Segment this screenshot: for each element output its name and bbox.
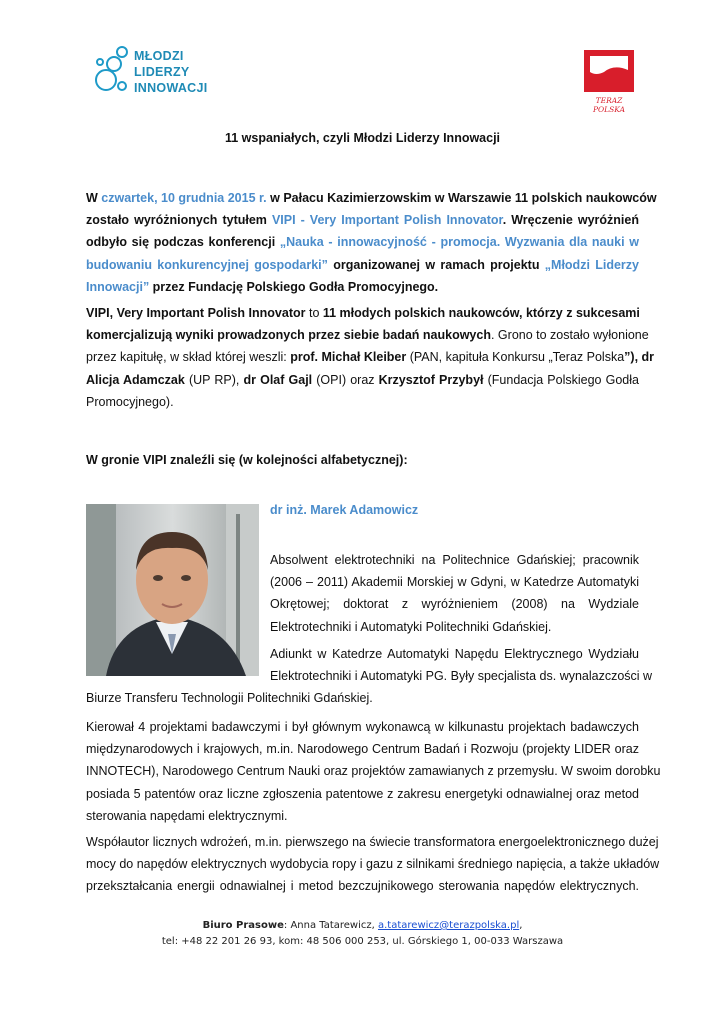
bio-paragraph-4: [86, 831, 660, 898]
text-line: Innowacji” przez Fundację Polskiego Godła Promocyjnego.: [86, 279, 439, 294]
text-line: Elektrotechniki i Automatyki PG. Były specjalista ds. wynalazczości w: [270, 669, 653, 684]
text-line: VIPI, Very Important Polish Innovator to 11 młodych polskich naukowców, którzy z sukcesami: [86, 306, 640, 320]
bio-paragraph-1: [270, 549, 639, 638]
text-line: przez kapitułę, w skład której weszli: prof. Michał Kleiber (PAN, kapituła Konkursu „Teraz Polska”), dr: [86, 350, 655, 365]
flag-logo-icon: [584, 50, 634, 92]
text-line: Absolwent elektrotechniki na Politechnice Gdańskiej; pracownik: [270, 553, 639, 567]
text-line: przekształcania energii odnawialnej i metod bezczujnikowego sterowania napędów elektrycznych.: [86, 879, 639, 894]
portrait-photo: [86, 504, 259, 676]
footer-label: Biuro Prasowe: [202, 920, 284, 931]
text-line: Kierował 4 projektami badawczymi i był głównym wykonawcą w kilkunastu projektach badawczych: [86, 720, 639, 734]
teraz-polska-logo: [584, 50, 634, 112]
text-line: odbyło się podczas konferencji „Nauka - innowacyjność - promocja. Wyzwania dla nauki w: [86, 235, 639, 250]
text-line: komercjalizują wyniki prowadzonych przez siebie badań naukowych. Grono to zostało wyłonione: [86, 328, 649, 343]
page-title: 11 wspaniałych, czyli Młodzi Liderzy Innowacji: [224, 131, 501, 145]
logo-caption: TERAZ POLSKA: [592, 96, 626, 114]
text-line: budowaniu konkurencyjnej gospodarki” organizowanej w ramach projektu „Młodzi Liderzy: [86, 257, 639, 272]
text-line: posiada 5 patentów oraz liczne zgłoszenia patentowe z zakresu energetyki odnawialnej oraz metod: [86, 786, 639, 801]
text-line: sterowania napędami elektrycznymi.: [86, 808, 288, 823]
text-line: mocy do napędów elektrycznych wydobycia ropy i gazu z silnikami średniego napięcia, a także układów: [86, 857, 660, 872]
text-line: Współautor licznych wdrożeń, m.in. pierwszego na świecie transformatora energoelektronicznego dużej: [86, 835, 659, 849]
bio-paragraph-2: [270, 643, 653, 687]
intro-paragraph: [86, 187, 657, 298]
footer-email-link[interactable]: a.tatarewicz@terazpolska.pl: [378, 920, 520, 931]
text-line: Alicja Adamczak (UP RP), dr Olaf Gajl (OPI) oraz Krzysztof Przybył (Fundacja Polskiego Godła: [86, 372, 639, 387]
text-line: międzynarodowych i krajowych, m.in. Narodowego Centrum Badań i Rozwoju (projekty LIDER oraz: [86, 742, 639, 757]
bio-paragraph-3: [86, 716, 661, 827]
footer-contact-line: Biuro Prasowe: Anna Tatarewicz, a.tatarewicz@terazpolska.pl,: [202, 920, 523, 931]
mlodzi-liderzy-innowacji-logo: [92, 42, 232, 114]
text-line: zostało wyróżnionych tytułem VIPI - Very Important Polish Innovator. Wręczenie wyróżnień: [86, 213, 639, 228]
text-line: Adiunkt w Katedrze Automatyki Napędu Elektrycznego Wydziału: [270, 647, 639, 661]
text-line: Promocyjnego).: [86, 394, 174, 409]
logo-word-1: MŁODZI: [134, 49, 184, 63]
person-name: dr inż. Marek Adamowicz: [270, 503, 419, 517]
footer-address-line: tel: +48 22 201 26 93, kom: 48 506 000 253, ul. Górskiego 1, 00-033 Warszawa: [161, 936, 564, 947]
footer: [0, 918, 725, 950]
text-line: (2006 – 2011) Akademii Morskiej w Gdyni, w Katedrze Automatyki: [270, 575, 639, 590]
logo-word-3: INNOWACJI: [134, 81, 208, 95]
vipi-paragraph: [86, 302, 655, 413]
bio-paragraph-2-end: Biurze Transferu Technologii Politechniki Gdańskiej.: [86, 691, 373, 705]
text-line: W czwartek, 10 grudnia 2015 r. w Pałacu Kazimierzowskim w Warszawie 11 polskich naukowców: [86, 191, 657, 205]
logo-word-2: LIDERZY: [134, 65, 190, 79]
text-line: INNOTECH), Narodowego Centrum Nauki oraz projektów zamawianych z przemysłu. W swoim dorobku: [86, 764, 661, 779]
text-line: Okrętowej; doktorat z wyróżnieniem (2008) na Wydziale: [270, 597, 639, 612]
section-heading: W gronie VIPI znaleźli się (w kolejności alfabetycznej):: [86, 453, 408, 467]
text-line: Elektrotechniki i Automatyki Politechniki Gdańskiej.: [270, 619, 552, 634]
